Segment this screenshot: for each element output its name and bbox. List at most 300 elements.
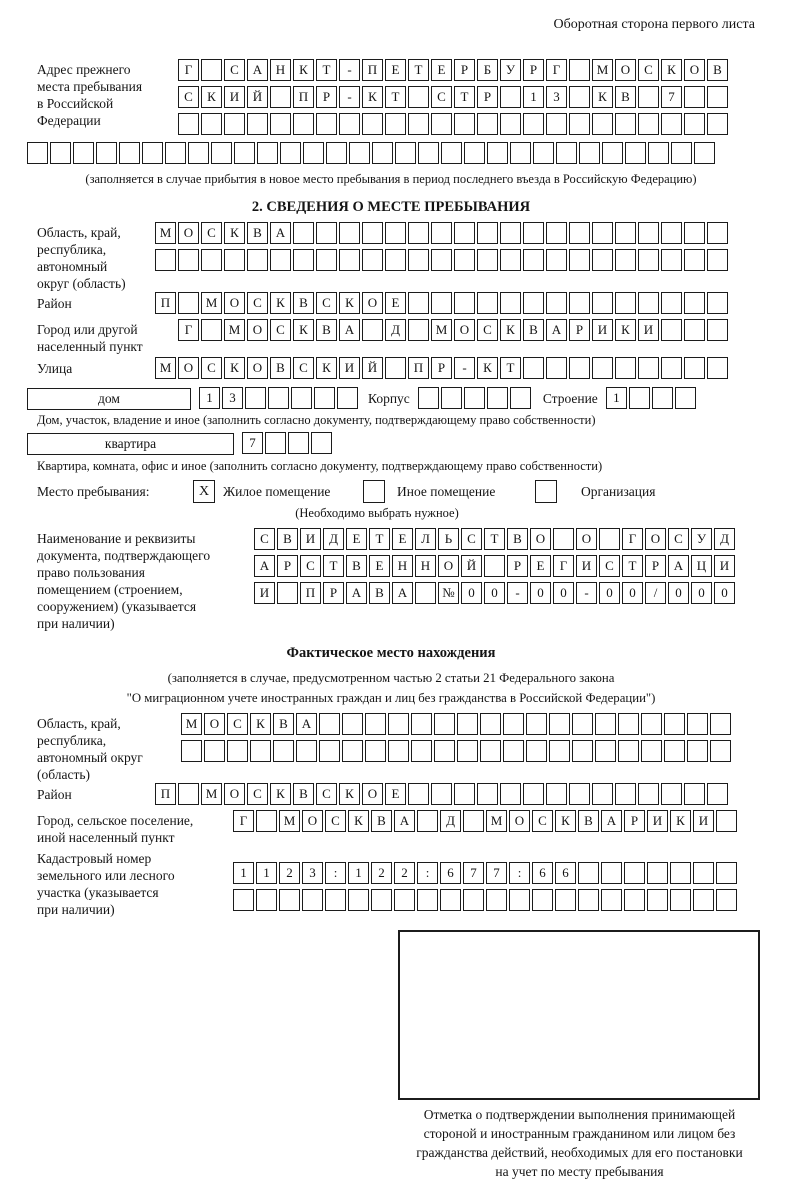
char-box [638, 249, 659, 271]
char-box: К [348, 810, 369, 832]
char-box [526, 740, 547, 762]
char-box: С [227, 713, 248, 735]
char-box [224, 249, 245, 271]
char-box [480, 713, 501, 735]
char-box: : [417, 862, 438, 884]
char-box [434, 740, 455, 762]
char-box: 1 [348, 862, 369, 884]
char-box: Г [553, 555, 574, 577]
char-box: М [279, 810, 300, 832]
char-box: Е [385, 292, 406, 314]
char-box [418, 142, 439, 164]
char-box: Т [454, 86, 475, 108]
stay-type-row [27, 480, 755, 503]
char-box: Г [233, 810, 254, 832]
char-box [302, 889, 323, 911]
char-box: С [599, 555, 620, 577]
char-box [572, 740, 593, 762]
char-box: О [247, 319, 268, 341]
char-box [454, 783, 475, 805]
char-box [454, 113, 475, 135]
char-box: Б [477, 59, 498, 81]
char-box [510, 387, 531, 409]
char-box: Г [178, 319, 199, 341]
cadastral-boxes-line1 [233, 862, 739, 885]
char-box [579, 142, 600, 164]
char-box [342, 740, 363, 762]
char-box: 3 [302, 862, 323, 884]
char-box [555, 889, 576, 911]
char-box [693, 889, 714, 911]
char-box [388, 740, 409, 762]
char-box [693, 862, 714, 884]
char-box: Г [178, 59, 199, 81]
actual-district-boxes [155, 783, 730, 806]
char-box: Р [569, 319, 590, 341]
char-box [417, 810, 438, 832]
page-side-note: Оборотная сторона первого листа [553, 17, 755, 32]
char-box [247, 249, 268, 271]
korpus-boxes [418, 387, 533, 410]
char-box [293, 113, 314, 135]
char-box: И [224, 86, 245, 108]
confirmation-stamp-box [398, 930, 760, 1100]
char-box [247, 113, 268, 135]
char-box [652, 387, 673, 409]
char-box: О [178, 222, 199, 244]
char-box: К [339, 292, 360, 314]
char-box [279, 889, 300, 911]
char-box [500, 222, 521, 244]
char-box [487, 142, 508, 164]
char-box: И [638, 319, 659, 341]
char-box [418, 387, 439, 409]
char-box: К [293, 59, 314, 81]
char-box [165, 142, 186, 164]
char-box [227, 740, 248, 762]
char-box: Н [392, 555, 413, 577]
char-box: У [500, 59, 521, 81]
actual-region-field [27, 713, 755, 783]
char-box [201, 249, 222, 271]
char-box: 0 [461, 582, 482, 604]
char-box: К [615, 319, 636, 341]
char-box: Д [440, 810, 461, 832]
char-box [339, 249, 360, 271]
actual-district-field [27, 783, 755, 810]
char-box: С [638, 59, 659, 81]
city-field [27, 319, 755, 355]
char-box [661, 222, 682, 244]
char-box: А [601, 810, 622, 832]
char-box [526, 713, 547, 735]
cadastral-boxes-line2 [233, 889, 739, 912]
char-box: К [224, 222, 245, 244]
char-box [277, 582, 298, 604]
char-box: С [201, 222, 222, 244]
char-box [670, 862, 691, 884]
char-box: О [645, 528, 666, 550]
char-box: О [576, 528, 597, 550]
char-box [337, 387, 358, 409]
char-box [510, 142, 531, 164]
char-box [684, 249, 705, 271]
cadastral-label: Кадастровый номер земельного или лесного участка (указывается при наличии) [37, 851, 175, 917]
char-box [592, 783, 613, 805]
char-box [532, 889, 553, 911]
char-box: О [178, 357, 199, 379]
char-box [638, 222, 659, 244]
char-box: О [362, 783, 383, 805]
stay-type-label: Место пребывания: [37, 484, 150, 499]
char-box [523, 783, 544, 805]
char-box [592, 357, 613, 379]
char-box: Л [415, 528, 436, 550]
char-box [556, 142, 577, 164]
char-box [707, 783, 728, 805]
house-number-boxes [199, 387, 360, 410]
char-box: 0 [714, 582, 735, 604]
char-box [201, 319, 222, 341]
char-box: К [670, 810, 691, 832]
char-box [500, 86, 521, 108]
char-box [457, 740, 478, 762]
char-box [408, 222, 429, 244]
char-box [578, 889, 599, 911]
char-box: 1 [256, 862, 277, 884]
char-box: Т [408, 59, 429, 81]
char-box: И [714, 555, 735, 577]
char-box: 1 [606, 387, 627, 409]
char-box [293, 222, 314, 244]
char-box: С [247, 783, 268, 805]
char-box: Е [385, 783, 406, 805]
street-field [27, 357, 755, 384]
char-box: П [155, 783, 176, 805]
char-box [615, 783, 636, 805]
char-box: - [576, 582, 597, 604]
char-box [503, 740, 524, 762]
char-box [661, 357, 682, 379]
char-box [454, 249, 475, 271]
char-box: С [300, 555, 321, 577]
char-box [503, 713, 524, 735]
char-box: 6 [555, 862, 576, 884]
char-box: К [477, 357, 498, 379]
char-box [388, 713, 409, 735]
char-box: Е [346, 528, 367, 550]
char-box [523, 292, 544, 314]
char-box [569, 113, 590, 135]
char-box [647, 889, 668, 911]
residential-label: Жилое помещение [223, 484, 331, 499]
char-box [523, 357, 544, 379]
char-box: А [394, 810, 415, 832]
other-premises-label: Иное помещение [397, 484, 496, 499]
char-box: У [691, 528, 712, 550]
char-box [684, 113, 705, 135]
char-box: О [302, 810, 323, 832]
char-box: А [339, 319, 360, 341]
char-box: Т [622, 555, 643, 577]
char-box: К [500, 319, 521, 341]
char-box: Р [431, 357, 452, 379]
document-boxes-line1 [254, 528, 737, 551]
char-box [477, 249, 498, 271]
prev-address-label: Адрес прежнего места пребывания в Российской Федерации [37, 62, 143, 128]
char-box: К [270, 292, 291, 314]
char-box [178, 292, 199, 314]
char-box: Н [415, 555, 436, 577]
char-box: Д [323, 528, 344, 550]
char-box: С [247, 292, 268, 314]
prev-address-boxes-line4 [27, 142, 755, 165]
char-box [500, 292, 521, 314]
char-box [204, 740, 225, 762]
char-box: К [250, 713, 271, 735]
char-box [641, 713, 662, 735]
char-box: Т [500, 357, 521, 379]
char-box [523, 249, 544, 271]
char-box: А [346, 582, 367, 604]
char-box [569, 59, 590, 81]
char-box [625, 142, 646, 164]
char-box [265, 432, 286, 454]
char-box [250, 740, 271, 762]
char-box [431, 113, 452, 135]
char-box: К [224, 357, 245, 379]
char-box: О [438, 555, 459, 577]
char-box [395, 142, 416, 164]
char-box [441, 387, 462, 409]
char-box: В [507, 528, 528, 550]
char-box [569, 86, 590, 108]
char-box: 1 [233, 862, 254, 884]
char-box [256, 889, 277, 911]
char-box [592, 292, 613, 314]
region-label: Область, край, республика, автономный округ (область) [37, 225, 126, 291]
char-box: 0 [691, 582, 712, 604]
char-box: К [201, 86, 222, 108]
apartment-row [27, 432, 755, 455]
char-box [316, 249, 337, 271]
char-box: В [371, 810, 392, 832]
actual-region-label: Область, край, республика, автономный округ (область) [37, 716, 143, 782]
char-box: С [201, 357, 222, 379]
char-box [707, 319, 728, 341]
char-box [201, 59, 222, 81]
char-box: С [254, 528, 275, 550]
char-box [201, 113, 222, 135]
char-box: М [155, 222, 176, 244]
document-field [27, 528, 755, 632]
char-box [256, 810, 277, 832]
char-box [431, 783, 452, 805]
section2-title: 2. СВЕДЕНИЯ О МЕСТЕ ПРЕБЫВАНИЯ [251, 199, 531, 215]
char-box [270, 249, 291, 271]
char-box [707, 357, 728, 379]
char-box [716, 889, 737, 911]
char-box [441, 142, 462, 164]
document-boxes-line3 [254, 582, 737, 605]
char-box [661, 783, 682, 805]
actual-location-caption: (заполняется в случае, предусмотренном частью 2 статьи 21 Федерального закона "О миграционном учете иностранных граждан и лиц без гражданства в Российской Федерации") [126, 671, 656, 705]
char-box [661, 249, 682, 271]
char-box [661, 292, 682, 314]
char-box [569, 357, 590, 379]
city-label: Город или другой населенный пункт [37, 322, 143, 354]
char-box: Р [477, 86, 498, 108]
char-box: В [277, 528, 298, 550]
char-box [664, 713, 685, 735]
char-box [569, 783, 590, 805]
char-box [615, 113, 636, 135]
char-box [629, 387, 650, 409]
char-box [500, 783, 521, 805]
actual-region-boxes-line1 [181, 713, 733, 736]
char-box: О [509, 810, 530, 832]
char-box [280, 142, 301, 164]
document-label: Наименование и реквизиты документа, подтверждающего право пользования помещением (строением, сооружением) (указывается при наличии) [37, 531, 211, 631]
city-boxes [178, 319, 730, 342]
char-box: Ь [438, 528, 459, 550]
char-box: М [431, 319, 452, 341]
char-box: К [555, 810, 576, 832]
char-box: О [615, 59, 636, 81]
region-boxes-line2 [155, 249, 730, 272]
char-box: А [296, 713, 317, 735]
char-box [595, 740, 616, 762]
char-box: С [668, 528, 689, 550]
char-box [319, 740, 340, 762]
char-box [311, 432, 332, 454]
char-box [385, 357, 406, 379]
char-box: Н [270, 59, 291, 81]
char-box: 0 [484, 582, 505, 604]
char-box: П [293, 86, 314, 108]
char-box [684, 783, 705, 805]
char-box: В [346, 555, 367, 577]
char-box: Т [323, 555, 344, 577]
char-box: Т [484, 528, 505, 550]
char-box [569, 249, 590, 271]
char-box [394, 889, 415, 911]
char-box [602, 142, 623, 164]
char-box: : [509, 862, 530, 884]
char-box: К [270, 783, 291, 805]
char-box: Г [622, 528, 643, 550]
char-box: Р [454, 59, 475, 81]
char-box [457, 713, 478, 735]
char-box: В [293, 292, 314, 314]
char-box [546, 249, 567, 271]
char-box [50, 142, 71, 164]
char-box: В [615, 86, 636, 108]
char-box [546, 113, 567, 135]
char-box [638, 783, 659, 805]
document-boxes-line2 [254, 555, 737, 578]
char-box [601, 862, 622, 884]
char-box: 0 [599, 582, 620, 604]
char-box [303, 142, 324, 164]
char-box: М [155, 357, 176, 379]
char-box: М [224, 319, 245, 341]
char-box [592, 249, 613, 271]
char-box [707, 222, 728, 244]
char-box [707, 86, 728, 108]
char-box [710, 713, 731, 735]
organization-checkbox [535, 480, 557, 503]
char-box [188, 142, 209, 164]
char-box [684, 357, 705, 379]
char-box: П [300, 582, 321, 604]
char-box [601, 889, 622, 911]
char-box: С [461, 528, 482, 550]
char-box [664, 740, 685, 762]
char-box [362, 113, 383, 135]
char-box [155, 249, 176, 271]
char-box: С [293, 357, 314, 379]
char-box [615, 249, 636, 271]
char-box: С [316, 292, 337, 314]
char-box: Ц [691, 555, 712, 577]
char-box [319, 713, 340, 735]
char-box: Й [362, 357, 383, 379]
char-box: О [362, 292, 383, 314]
char-box: Р [645, 555, 666, 577]
char-box: О [530, 528, 551, 550]
house-row [27, 387, 755, 410]
char-box: В [578, 810, 599, 832]
char-box [408, 292, 429, 314]
char-box: М [181, 713, 202, 735]
actual-location-title: Фактическое место нахождения [286, 645, 496, 661]
char-box [408, 319, 429, 341]
char-box [546, 292, 567, 314]
char-box [569, 292, 590, 314]
char-box [411, 740, 432, 762]
char-box [268, 387, 289, 409]
char-box [463, 889, 484, 911]
char-box: И [693, 810, 714, 832]
char-box: К [592, 86, 613, 108]
street-boxes [155, 357, 730, 380]
char-box [181, 740, 202, 762]
actual-city-label: Город, сельское поселение, иной населенный пункт [37, 813, 194, 845]
stroenie-label: Строение [542, 391, 598, 406]
apartment-type-box: квартира [27, 433, 234, 455]
char-box: А [546, 319, 567, 341]
char-box [687, 713, 708, 735]
char-box: № [438, 582, 459, 604]
char-box: В [523, 319, 544, 341]
char-box [638, 357, 659, 379]
char-box: 6 [440, 862, 461, 884]
char-box: Й [247, 86, 268, 108]
char-box [477, 292, 498, 314]
char-box [523, 222, 544, 244]
char-box: В [273, 713, 294, 735]
char-box [293, 249, 314, 271]
char-box [211, 142, 232, 164]
char-box [624, 889, 645, 911]
char-box: П [408, 357, 429, 379]
char-box: 7 [661, 86, 682, 108]
char-box [431, 292, 452, 314]
district-label: Район [37, 296, 72, 311]
char-box: В [247, 222, 268, 244]
char-box [362, 249, 383, 271]
